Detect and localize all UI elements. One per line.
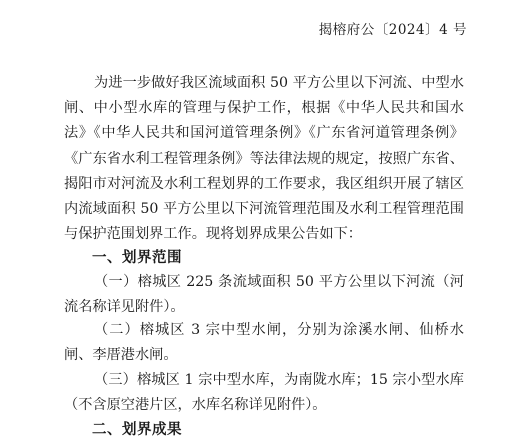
section-heading-results: 二、划界成果 (92, 422, 182, 438)
list-item-sluices: （二）榕城区 3 宗中型水闸，分别为涂溪水闸、仙桥水闸、李厝港水闸。 (64, 322, 464, 363)
section-heading-scope: 一、划界范围 (92, 250, 182, 266)
list-item-reservoirs: （三）榕城区 1 宗中型水库，为南陇水库；15 宗小型水库（不含原空港片区，水库名称详见附件）。 (64, 372, 464, 413)
list-item-rivers: （一）榕城区 225 条流域面积 50 平方公里以下河流（河流名称详见附件）。 (64, 274, 464, 315)
intro-paragraph: 为进一步做好我区流域面积 50 平方公里以下河流、中型水闸、中小型水库的管理与保护工作，根据《中华人民共和国水法》《中华人民共和国河道管理条例》《广东省河道管理条例》《广东省水利工程管理条例》等法律法规的规定，按照广东省、揭阳市对河流及水利工程划界的工作要求，我区组织开展了辖区内流域面积 50 平方公里以下河流管理范围及水利工程管理范围与保护范围划界工作。现将划界成果公告如下： (64, 75, 464, 243)
document-number: 揭榕府公〔2024〕4 号 (318, 22, 467, 38)
